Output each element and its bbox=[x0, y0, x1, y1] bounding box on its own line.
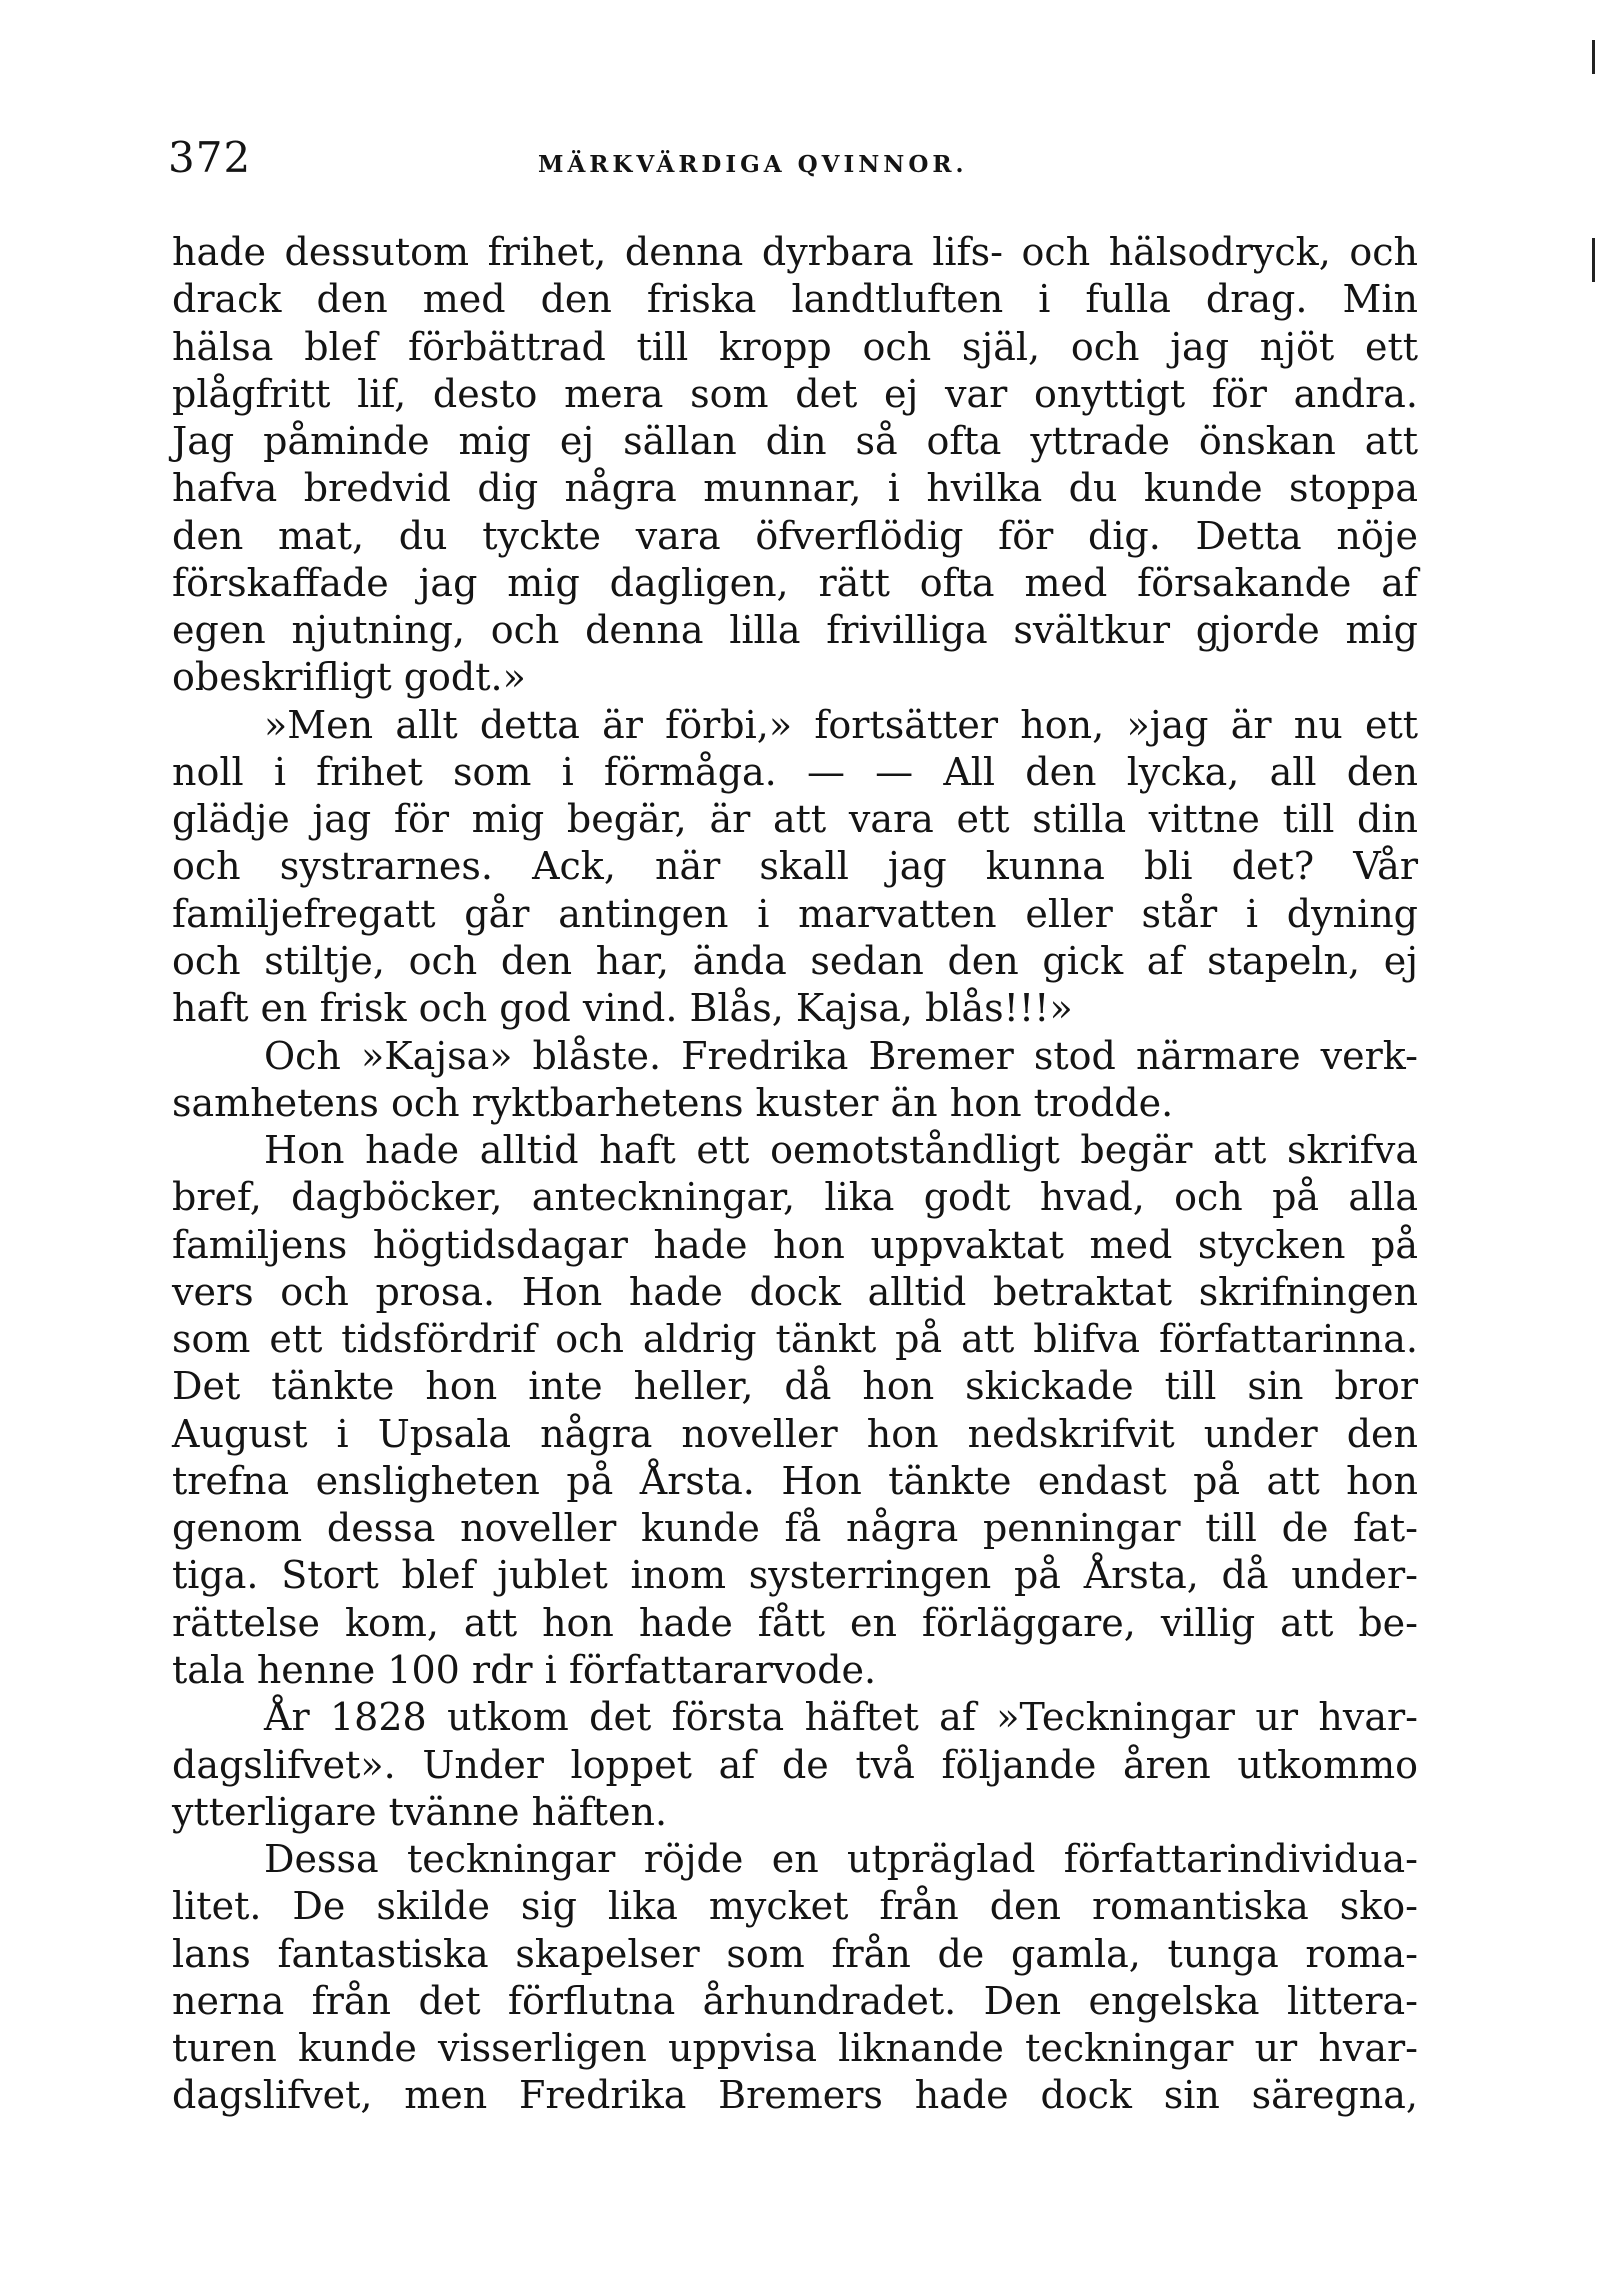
text-line: Jag påminde mig ej sällan din så ofta yttrade önskan att bbox=[172, 419, 1418, 464]
text-line: trefna ensligheten på Årsta. Hon tänkte endast på att hon bbox=[172, 1458, 1418, 1503]
text-line: haft en frisk och god vind. Blås, Kajsa, blås!!!» bbox=[172, 986, 1073, 1031]
text-line: Det tänkte hon inte heller, då hon skickade till sin bror bbox=[172, 1364, 1418, 1409]
text-line: glädje jag för mig begär, är att vara ett stilla vittne till din bbox=[172, 797, 1418, 842]
text-line: bref, dagböcker, anteckningar, lika godt hvad, och på alla bbox=[172, 1175, 1418, 1220]
text-line: Och »Kajsa» blåste. Fredrika Bremer stod närmare verk- bbox=[264, 1033, 1418, 1078]
text-line: hälsa blef förbättrad till kropp och själ, och jag njöt ett bbox=[172, 324, 1418, 369]
running-title: MÄRKVÄRDIGA QVINNOR. bbox=[538, 151, 968, 178]
text-line: och stiltje, och den har, ända sedan den gick af stapeln, ej bbox=[172, 938, 1418, 983]
text-line: egen njutning, och denna lilla frivilliga svältkur gjorde mig bbox=[172, 608, 1418, 653]
text-line: obeskrifligt godt.» bbox=[172, 655, 526, 700]
text-line: familjefregatt går antingen i marvatten eller står i dyning bbox=[172, 891, 1418, 936]
text-line: genom dessa noveller kunde få några penningar till de fat- bbox=[172, 1506, 1418, 1551]
scan-edge-mark bbox=[1592, 238, 1595, 282]
text-line: tiga. Stort blef jublet inom systerringen på Årsta, då under- bbox=[172, 1553, 1418, 1598]
text-line: rättelse kom, att hon hade fått en förläggare, villig att be- bbox=[172, 1600, 1418, 1645]
text-line: lans fantastiska skapelser som från de gamla, tunga roma- bbox=[172, 1931, 1418, 1976]
text-line: vers och prosa. Hon hade dock alltid betraktat skrifningen bbox=[172, 1269, 1418, 1314]
text-line: förskaffade jag mig dagligen, rätt ofta med försakande af bbox=[172, 560, 1418, 605]
text-line: »Men allt detta är förbi,» fortsätter hon, »jag är nu ett bbox=[264, 702, 1418, 747]
text-line: som ett tidsfördrif och aldrig tänkt på att blifva författarinna. bbox=[172, 1317, 1418, 1362]
text-line: nerna från det förflutna århundradet. Den engelska littera- bbox=[172, 1978, 1418, 2023]
text-line: tala henne 100 rdr i författararvode. bbox=[172, 1647, 877, 1692]
text-line: hafva bredvid dig några munnar, i hvilka du kunde stoppa bbox=[172, 466, 1418, 511]
text-line: År 1828 utkom det första häftet af »Teckningar ur hvar- bbox=[264, 1695, 1418, 1740]
text-line: drack den med den friska landtluften i fulla drag. Min bbox=[172, 277, 1418, 322]
text-line: litet. De skilde sig lika mycket från den romantiska sko- bbox=[172, 1884, 1418, 1929]
scan-edge-mark bbox=[1592, 40, 1595, 74]
text-line: ytterligare tvänne häften. bbox=[172, 1789, 668, 1834]
text-line: turen kunde visserligen uppvisa liknande teckningar ur hvar- bbox=[172, 2026, 1418, 2071]
text-line: noll i frihet som i förmåga. — — All den lycka, all den bbox=[172, 749, 1418, 794]
text-line: August i Upsala några noveller hon nedskrifvit under den bbox=[172, 1411, 1418, 1456]
text-line: den mat, du tyckte vara öfverflödig för dig. Detta nöje bbox=[172, 513, 1418, 558]
text-line: familjens högtidsdagar hade hon uppvaktat med stycken på bbox=[172, 1222, 1418, 1267]
text-line: dagslifvet, men Fredrika Bremers hade dock sin säregna, bbox=[172, 2073, 1418, 2118]
text-line: samhetens och ryktbarhetens kuster än hon trodde. bbox=[172, 1080, 1174, 1125]
text-line: Dessa teckningar röjde en utpräglad författarindividua- bbox=[264, 1837, 1418, 1882]
page-number: 372 bbox=[168, 133, 252, 182]
text-line: dagslifvet». Under loppet af de två följande åren utkommo bbox=[172, 1742, 1418, 1787]
text-line: plågfritt lif, desto mera som det ej var onyttigt för andra. bbox=[172, 371, 1418, 416]
text-line: hade dessutom frihet, denna dyrbara lifs- och hälsodryck, och bbox=[172, 230, 1418, 274]
body-text bbox=[172, 229, 1418, 2120]
text-line: Hon hade alltid haft ett oemotståndligt begär att skrifva bbox=[264, 1128, 1418, 1173]
text-line: och systrarnes. Ack, när skall jag kunna bli det? Vår bbox=[172, 844, 1418, 889]
